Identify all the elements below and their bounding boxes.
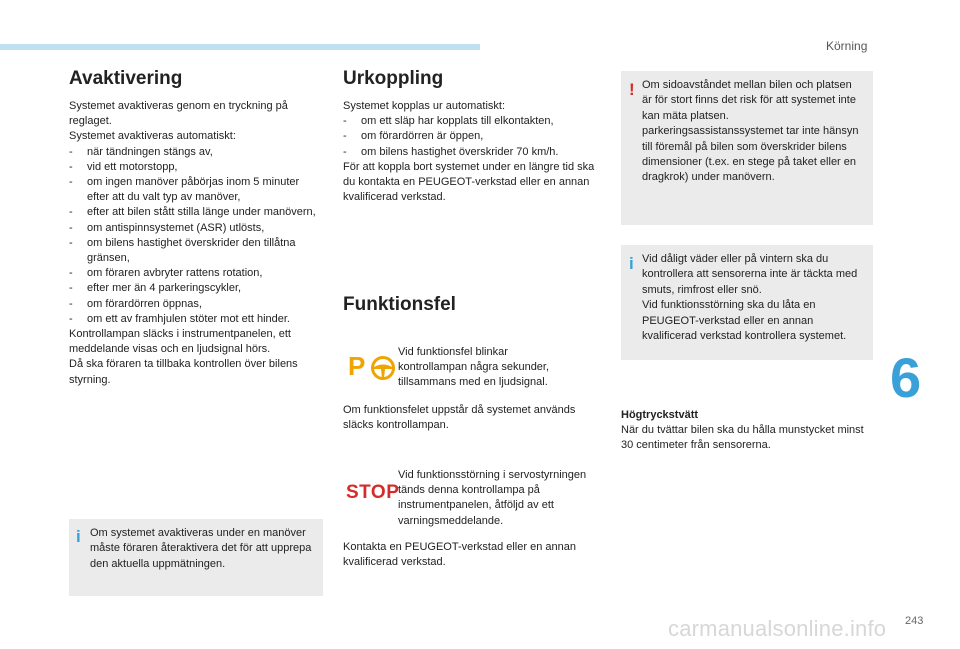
urkoppling-text <box>343 99 601 205</box>
paragraph: Systemet avaktiveras genom en tryckning på reglaget. <box>69 100 288 128</box>
list-item: - efter att bilen stått stilla länge under manövern, <box>69 205 321 220</box>
watermark: carmanualsonline.info <box>668 616 887 641</box>
high-pressure-wash <box>621 408 873 454</box>
paragraph: Kontrollampan släcks i instrumentpanelen, ett meddelande visas och en ljudsignal hörs. <box>69 328 291 356</box>
sub-heading: Högtryckstvätt <box>621 409 699 421</box>
section-title-funktionsfel: Funktionsfel <box>343 294 456 315</box>
list-item: - när tändningen stängs av, <box>69 145 321 160</box>
warning-box-text: Om sidoavståndet mellan bilen och platsen är för stort finns det risk för att systemet inte kan mäta platsen. parkeringsassistanssystemet tar inte hänsyn till föremål på bilen som överskrider bilens dimensioner (t.ex. en stege på taket eller en dragkrok) under manövern. <box>642 79 859 184</box>
svg-text:P: P <box>348 351 366 381</box>
list-item: - om antispinnsystemet (ASR) utlösts, <box>69 221 321 236</box>
page-number: 243 <box>905 615 924 627</box>
paragraph: Systemet avaktiveras automatiskt: <box>69 130 236 143</box>
list-item: - om föraren avbryter rattens rotation, <box>69 266 321 281</box>
deactivation-list <box>69 145 321 327</box>
warning-box-lateral-distance <box>621 71 873 225</box>
info-box-text: Om systemet avaktiveras under en manöver måste föraren återaktivera det för att upprepa den aktuella uppmätningen. <box>90 527 312 570</box>
section-title-urkoppling: Urkoppling <box>343 68 444 89</box>
list-item: - om bilens hastighet överskrider den tillåtna gränsen, <box>69 236 321 266</box>
list-item: - om ett släp har kopplats till elkontakten, <box>343 114 601 129</box>
fault2-after-text: Kontakta en PEUGEOT-verkstad eller en annan kvalificerad verkstad. <box>343 541 576 569</box>
info-icon: i <box>76 527 81 546</box>
list-item: - efter mer än 4 parkeringscykler, <box>69 281 321 296</box>
fault2-text: Vid funktionsstörning i servostyrningen tänds denna kontrollampa på instrumentpanelen, åtföljd av ett varningsmeddelande. <box>398 469 587 527</box>
info-icon: i <box>629 254 634 273</box>
disconnect-list <box>343 114 601 160</box>
list-item: - om förardörren är öppen, <box>343 129 601 144</box>
chapter-title: Körning <box>826 39 868 53</box>
info-box-reactivate <box>69 519 323 596</box>
avaktivering-text <box>69 99 321 388</box>
fault1-text: Vid funktionsfel blinkar kontrollampan några sekunder, tillsammans med en ljudsignal. <box>398 346 550 389</box>
park-assist-warning-icon <box>347 350 403 386</box>
paragraph: Vid funktionsstörning ska du låta en PEUGEOT-verkstad eller en annan kvalificerad verkstad kontrollera systemet. <box>642 299 847 343</box>
chapter-number: 6 <box>890 346 922 409</box>
section-title-avaktivering: Avaktivering <box>69 68 183 89</box>
list-item: - om ett av framhjulen stöter mot ett hinder. <box>69 312 321 327</box>
fault1-after-text: Om funktionsfelet uppstår då systemet används släcks kontrollampan. <box>343 404 576 432</box>
paragraph: För att koppla bort systemet under en längre tid ska du kontakta en PEUGEOT-verkstad eller en annan kvalificerad verkstad. <box>343 160 595 204</box>
paragraph: Då ska föraren ta tillbaka kontrollen över bilens styrning. <box>69 358 298 386</box>
stop-warning-icon: STOP <box>346 482 400 503</box>
info-box-text <box>642 252 868 344</box>
warning-icon: ! <box>629 80 635 99</box>
list-item: - om förardörren öppnas, <box>69 297 321 312</box>
paragraph: Vid dåligt väder eller på vintern ska du kontrollera att sensorerna inte är täckta med smuts, rimfrost eller snö. <box>642 253 858 296</box>
list-item: - om ingen manöver påbörjas inom 5 minuter efter att du valt typ av manöver, <box>69 175 321 205</box>
info-box-sensors <box>621 245 873 360</box>
list-item: - vid ett motorstopp, <box>69 160 321 175</box>
paragraph: Systemet kopplas ur automatiskt: <box>343 100 506 112</box>
list-item: - om bilens hastighet överskrider 70 km/h. <box>343 145 601 160</box>
header-accent-bar <box>0 44 480 50</box>
paragraph: När du tvättar bilen ska du hålla munstycket minst 30 centimeter från sensorerna. <box>621 424 864 452</box>
